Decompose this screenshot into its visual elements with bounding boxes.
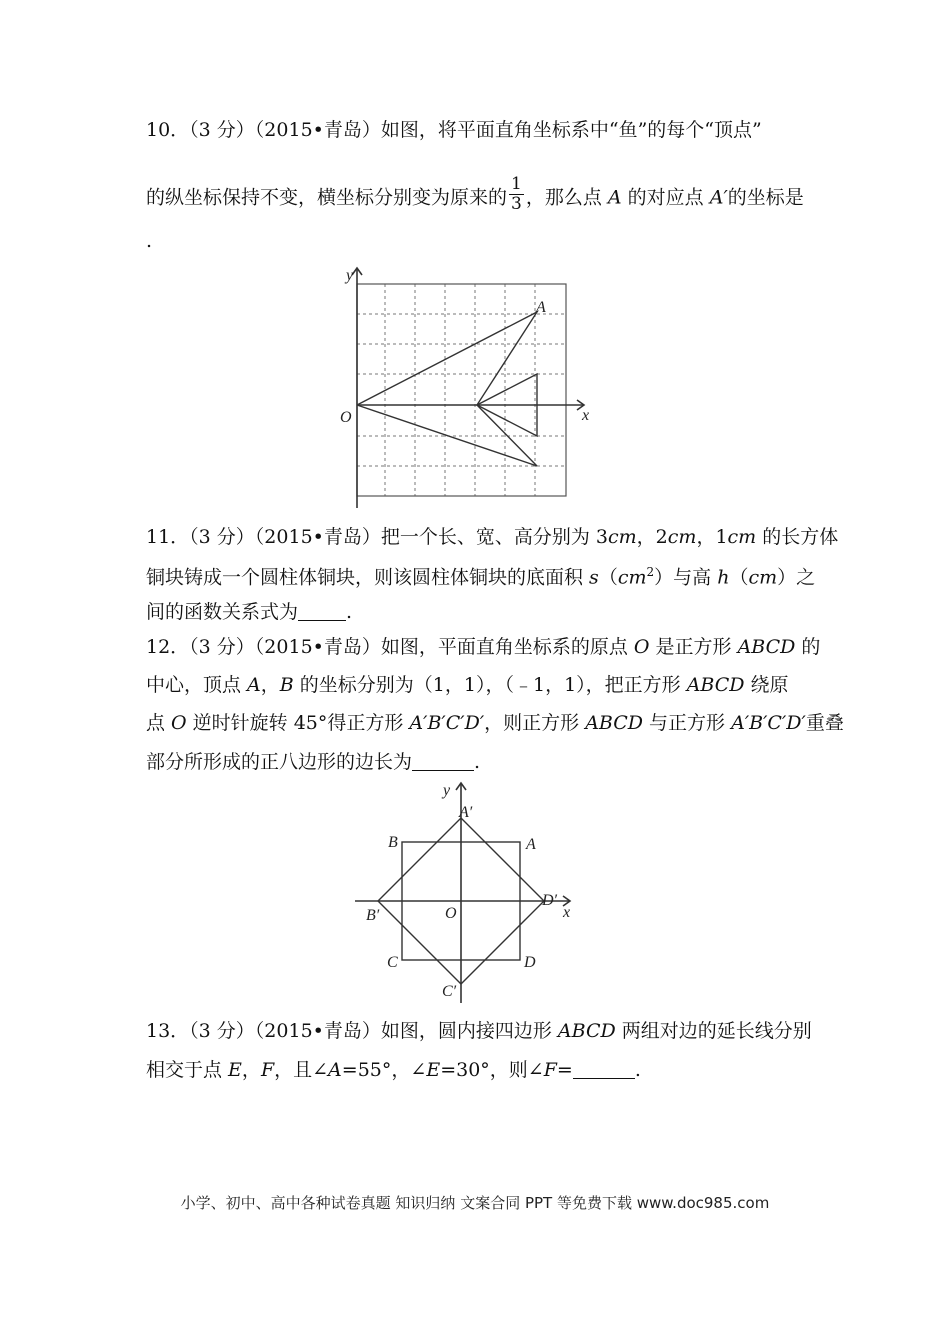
fish-figure — [330, 258, 600, 513]
q11-text: 铜块铸成一个圆柱体铜块，则该圆柱体铜块的底面积 — [146, 566, 590, 589]
unit-cm: cm — [667, 526, 697, 548]
q11-line-2 — [146, 566, 815, 587]
q11-text: ）与高 — [654, 566, 718, 589]
q11-text: ，2 — [636, 526, 668, 548]
q12-text: 重叠 — [805, 712, 844, 734]
label-b: B — [388, 834, 398, 851]
q12-text: 部分所形成的正八边形的边长为 — [146, 751, 413, 773]
answer-blank — [298, 602, 346, 621]
var-a: A — [328, 1059, 342, 1081]
var-abcd: ABCD — [686, 674, 745, 696]
label-y: y — [346, 267, 354, 284]
q13-text: ，且∠ — [274, 1059, 329, 1081]
fraction-denominator: 3 — [511, 194, 522, 214]
superscript-2: 2 — [646, 565, 655, 579]
label-d-prime: D′ — [542, 892, 558, 909]
q12-text: 绕原 — [744, 674, 789, 696]
q12-text: 的 — [795, 636, 821, 658]
q13-line-1 — [146, 1022, 812, 1041]
unit-cm: cm — [748, 566, 778, 589]
footer: 小学、初中、高中各种试卷真题 知识归纳 文案合同 PPT 等免费下载 www.doc985.com — [180, 1194, 770, 1212]
q10-line-3 — [146, 232, 152, 251]
q12-text: . — [474, 751, 481, 773]
q13-text: = — [556, 1059, 573, 1081]
var-b: B — [279, 674, 294, 696]
q13-text: 13．（3 分）（2015•青岛）如图，圆内接四边形 — [146, 1020, 558, 1042]
fraction-numerator: 1 — [511, 174, 522, 194]
q11-text: ，1 — [696, 526, 728, 548]
q12-text: 12．（3 分）（2015•青岛）如图，平面直角坐标系的原点 — [146, 636, 634, 658]
q11-line-1 — [146, 528, 838, 547]
q10-text: ，那么点 — [525, 186, 608, 209]
q10-text: 10．（3 分）（2015•青岛）如图，将平面直角坐标系中“鱼”的每个“顶点” — [146, 119, 762, 141]
label-a: A — [526, 836, 536, 853]
var-e: E — [228, 1059, 242, 1081]
q12-text: ，则正方形 — [484, 712, 586, 734]
var-abcd-prime: A′B′C′D′ — [409, 712, 485, 734]
var-a-prime: A′ — [709, 186, 728, 209]
fish-outline — [357, 312, 537, 466]
label-c-prime: C′ — [442, 983, 457, 1000]
q11-text: 的长方体 — [756, 526, 839, 548]
label-d: D — [524, 954, 536, 971]
var-f: F — [260, 1059, 275, 1081]
var-abcd-prime: A′B′C′D′ — [731, 712, 806, 734]
q11-line-3 — [146, 602, 352, 622]
q11-text: 间的函数关系式为 — [146, 601, 299, 623]
var-h: h — [717, 566, 730, 589]
unit-cm: cm — [727, 526, 757, 548]
var-o: O — [171, 712, 187, 734]
answer-blank — [412, 752, 474, 771]
q12-line-1 — [146, 638, 820, 657]
q13-text: ， — [241, 1059, 261, 1081]
label-x: x — [563, 904, 571, 921]
unit-cm: cm — [617, 566, 647, 589]
unit-cm: cm — [608, 526, 637, 548]
q12-text: 中心，顶点 — [146, 674, 248, 696]
q12-line-4 — [146, 752, 480, 772]
var-s: s — [589, 566, 599, 589]
q10-text: 的坐标是 — [727, 186, 804, 209]
q11-text: （ — [598, 566, 618, 589]
q10-line-2 — [146, 174, 804, 217]
q12-text: 是正方形 — [649, 636, 738, 658]
label-b-prime: B′ — [366, 907, 380, 924]
q12-text: 的坐标分别为（1，1），（﹣1，1），把正方形 — [293, 674, 687, 696]
q10-text: 的纵坐标保持不变，横坐标分别变为原来的 — [146, 186, 508, 209]
q12-line-2 — [146, 676, 789, 695]
var-a: A — [607, 186, 622, 209]
q11-text: ）之 — [777, 566, 816, 589]
label-x: x — [582, 407, 590, 424]
q10-text: 的对应点 — [621, 186, 710, 209]
var-e: E — [426, 1059, 441, 1081]
q12-line-3 — [146, 714, 844, 733]
q13-text: =30°，则∠ — [440, 1059, 544, 1081]
q11-text: （ — [729, 566, 749, 589]
q11-text: 11．（3 分）（2015•青岛）把一个长、宽、高分别为 3 — [146, 526, 608, 548]
q10-line-1 — [146, 121, 762, 140]
q11-text: . — [346, 601, 353, 623]
label-y: y — [443, 782, 451, 799]
q13-text: =55°，∠ — [341, 1059, 427, 1081]
q13-text: 两组对边的延长线分别 — [615, 1020, 812, 1042]
q12-text: 与正方形 — [643, 712, 732, 734]
q13-text: . — [634, 1059, 641, 1081]
var-f: F — [543, 1059, 557, 1081]
q12-text: 点 — [146, 712, 172, 734]
var-abcd: ABCD — [737, 636, 796, 658]
squares-figure — [350, 775, 590, 1005]
label-a: A — [536, 299, 546, 316]
label-c: C — [387, 954, 398, 971]
q13-text: 相交于点 — [146, 1059, 229, 1081]
q12-text: ， — [260, 674, 280, 696]
q13-line-2 — [146, 1060, 641, 1080]
var-abcd: ABCD — [557, 1020, 616, 1042]
var-o: O — [633, 636, 650, 658]
label-o: O — [445, 905, 457, 922]
q12-text: 逆时针旋转 45°得正方形 — [186, 712, 410, 734]
var-a: A — [247, 674, 261, 696]
label-a-prime: A′ — [459, 804, 473, 821]
fraction-one-third — [509, 176, 524, 213]
answer-blank — [573, 1060, 635, 1079]
label-o: O — [340, 409, 352, 426]
q10-text: . — [146, 230, 153, 252]
var-abcd: ABCD — [585, 712, 643, 734]
